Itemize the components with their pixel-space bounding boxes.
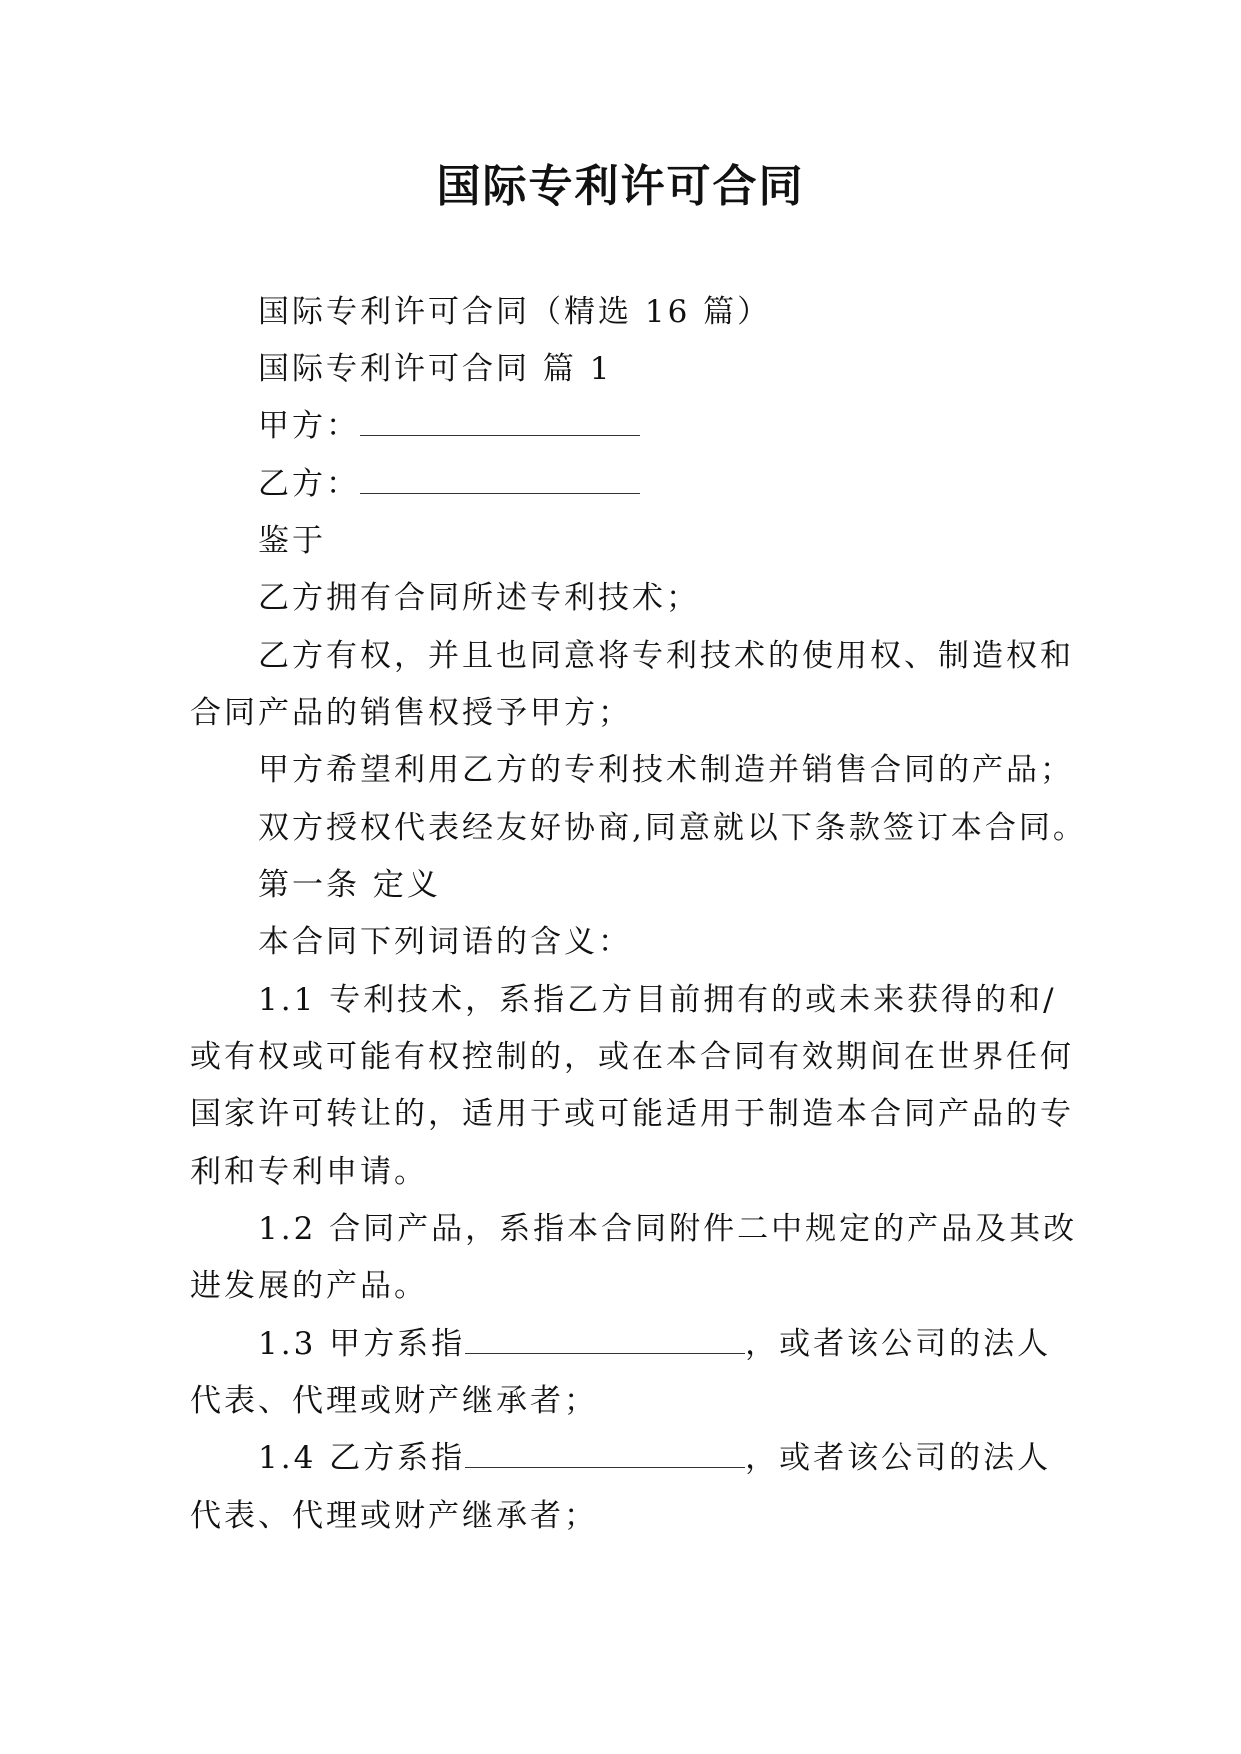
recital-2-line-1: 乙方有权，并且也同意将专利技术的使用权、制造权和	[258, 638, 1074, 674]
clause-1-1-line-3: 国家许可转让的，适用于或可能适用于制造本合同产品的专	[190, 1096, 1074, 1132]
clause-1-4-line-1	[258, 1438, 1051, 1478]
article-1-heading: 第一条 定义	[258, 867, 441, 903]
party-b-line	[258, 464, 640, 504]
clause-1-4-suffix: ，或者该公司的法人	[745, 1440, 1052, 1476]
clause-1-4-blank	[465, 1443, 745, 1468]
clause-1-3-suffix: ，或者该公司的法人	[745, 1326, 1052, 1362]
clause-1-2-line-2: 进发展的产品。	[190, 1268, 428, 1304]
section-heading: 国际专利许可合同 篇 1	[258, 351, 613, 387]
clause-1-1-line-2: 或有权或可能有权控制的，或在本合同有效期间在世界任何	[190, 1039, 1074, 1075]
recital-3: 甲方希望利用乙方的专利技术制造并销售合同的产品；	[258, 752, 1074, 788]
party-a-blank	[360, 411, 640, 436]
clause-1-3-blank	[465, 1329, 745, 1354]
clause-1-3-line-1	[258, 1324, 1051, 1364]
document-subtitle: 国际专利许可合同（精选 16 篇）	[258, 294, 772, 330]
article-1-intro: 本合同下列词语的含义：	[258, 924, 632, 960]
recital-4: 双方授权代表经友好协商,同意就以下条款签订本合同。	[258, 810, 1087, 846]
party-b-label: 乙方：	[258, 466, 360, 502]
clause-1-3-prefix: 1.3 甲方系指	[258, 1326, 466, 1362]
party-a-label: 甲方：	[258, 408, 360, 444]
clause-1-2-line-1: 1.2 合同产品，系指本合同附件二中规定的产品及其改	[258, 1211, 1078, 1247]
clause-1-4-line-2: 代表、代理或财产继承者；	[190, 1498, 598, 1534]
whereas-heading: 鉴于	[258, 523, 326, 559]
recital-1: 乙方拥有合同所述专利技术；	[258, 580, 700, 616]
clause-1-4-prefix: 1.4 乙方系指	[258, 1440, 466, 1476]
party-b-blank	[360, 469, 640, 494]
recital-2-line-2: 合同产品的销售权授予甲方；	[190, 695, 632, 731]
page-title: 国际专利许可合同	[436, 161, 805, 212]
clause-1-1-line-4: 利和专利申请。	[190, 1154, 428, 1190]
clause-1-1-line-1: 1.1 专利技术，系指乙方目前拥有的或未来获得的和/	[258, 982, 1057, 1018]
party-a-line	[258, 406, 640, 446]
clause-1-3-line-2: 代表、代理或财产继承者；	[190, 1383, 598, 1419]
